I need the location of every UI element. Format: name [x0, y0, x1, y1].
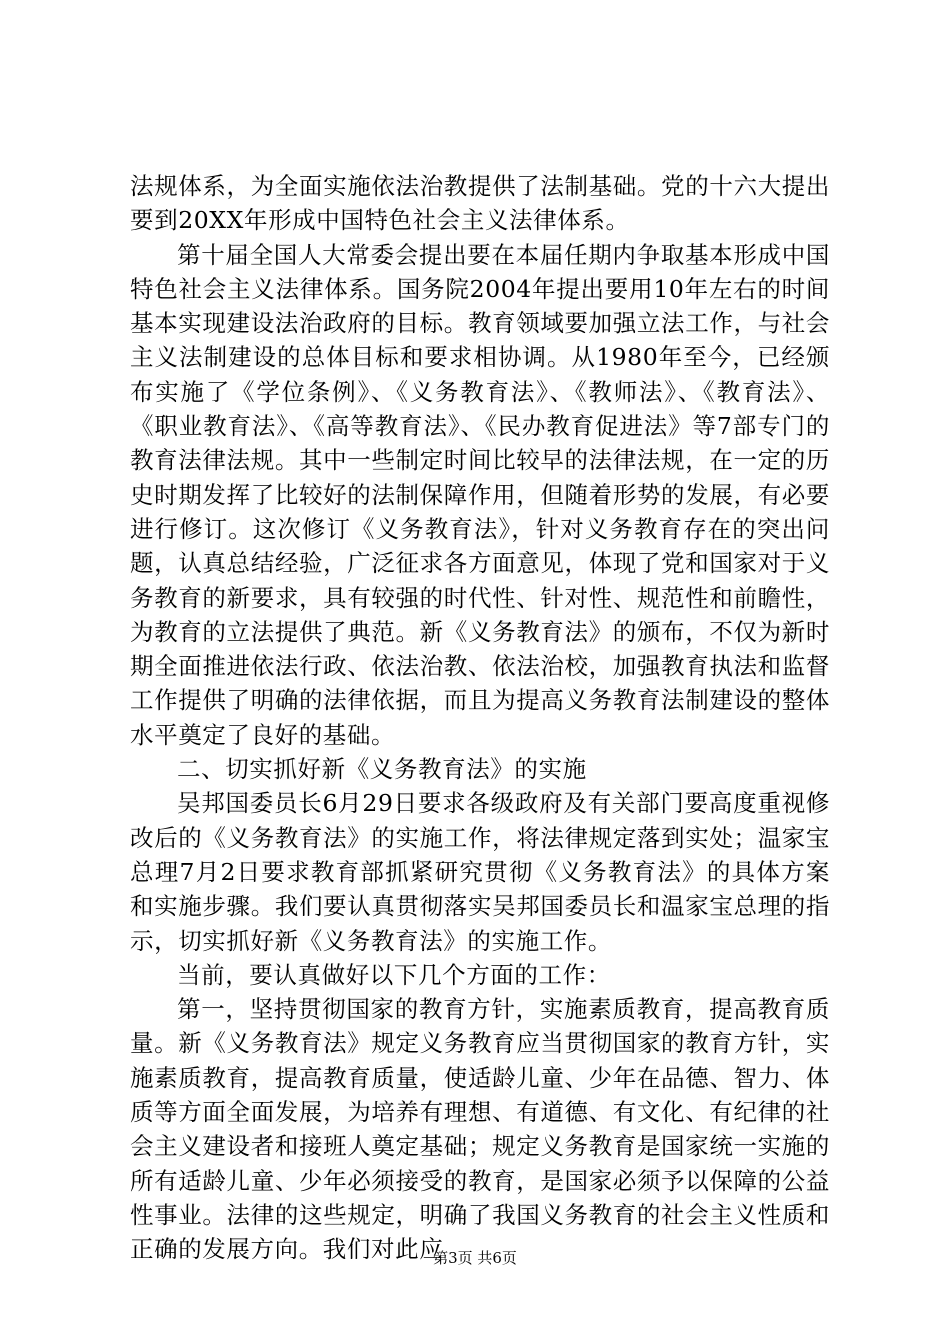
- paragraph-1: 法规体系，为全面实施依法治教提供了法制基础。党的十六大提出要到20XX年形成中国特色社会主义法律体系。: [130, 172, 830, 235]
- page-footer: 第3页 共6页: [433, 1249, 517, 1267]
- paragraph-4: 当前，要认真做好以下几个方面的工作：: [177, 960, 611, 989]
- document-body: [130, 169, 830, 1267]
- paragraph-5: 第一，坚持贯彻国家的教育方针，实施素质教育，提高教育质量。新《义务教育法》规定义务教育应当贯彻国家的教育方针，实施素质教育，提高教育质量，使适龄儿童、少年在品德、智力、体质等方面全面发展，为培养有理想、有道德、有文化、有纪律的社会主义建设者和接班人奠定基础；规定义务教育是国家统一实施的所有适龄儿童、少年必须接受的教育，是国家必须予以保障的公益性事业。法律的这些规定，明确了我国义务教育的社会主义性质和正确的发展方向。我们对此应: [130, 995, 830, 1264]
- section-heading: 二、切实抓好新《义务教育法》的实施: [177, 755, 587, 784]
- paragraph-3: 吴邦国委员长6月29日要求各级政府及有关部门要高度重视修改后的《义务教育法》的实施工作，将法律规定落到实处；温家宝总理7月2日要求教育部抓紧研究贯彻《义务教育法》的具体方案和实施步骤。我们要认真贯彻落实吴邦国委员长和温家宝总理的指示，切实抓好新《义务教育法》的实施工作。: [130, 789, 830, 955]
- paragraph-2: 第十届全国人大常委会提出要在本届任期内争取基本形成中国特色社会主义法律体系。国务院2004年提出要用10年左右的时间基本实现建设法治政府的目标。教育领域要加强立法工作，与社会主义法制建设的总体目标和要求相协调。从1980年至今，已经颁布实施了《学位条例》、《义务教育法》、《教师法》、《教育法》、《职业教育法》、《高等教育法》、《民办教育促进法》等7部专门的教育法律法规。其中一些制定时间比较早的法律法规，在一定的历史时期发挥了比较好的法制保障作用，但随着形势的发展，有必要进行修订。这次修订《义务教育法》，针对义务教育存在的突出问题，认真总结经验，广泛征求各方面意见，体现了党和国家对于义务教育的新要求，具有较强的时代性、针对性、规范性和前瞻性，为教育的立法提供了典范。新《义务教育法》的颁布，不仅为新时期全面推进依法行政、依法治教、依法治校，加强教育执法和监督工作提供了明确的法律依据，而且为提高义务教育法制建设的整体水平奠定了良好的基础。: [130, 240, 830, 749]
